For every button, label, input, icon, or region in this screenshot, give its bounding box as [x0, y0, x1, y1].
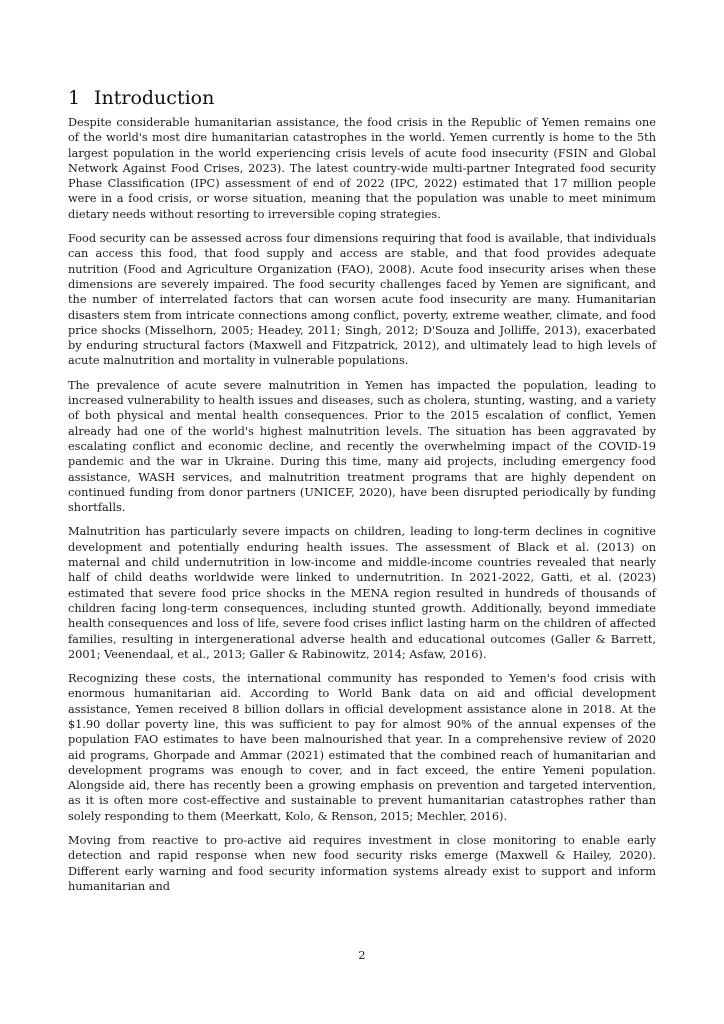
paragraph: Malnutrition has particularly severe impacts on children, leading to long-term declines in cognitive development and potentially enduring health issues. The assessment of Black et al. (2013) on maternal and child undernutrition in low-income and middle-income countries revealed that nearly half of child deaths worldwide were linked to undernutrition. In 2021-2022, Gatti, et al. (2023) estimated that severe food price shocks in the MENA region resulted in hundreds of thousands of children facing long-term consequences, including stunted growth. Additionally, beyond immediate health consequences and loss of life, severe food crises inflict lasting harm on the children of affected families, resulting in intergenerational adverse health and educational outcomes (Galler & Barrett, 2001; Veenendaal, et al., 2013; Galler & Rabinowitz, 2014; Asfaw, 2016). [68, 525, 656, 661]
section-title: Introduction [94, 87, 215, 109]
paragraph: Recognizing these costs, the international community has responded to Yemen's food crisis with enormous humanitarian aid. According to World Bank data on aid and official development assistance, Yemen received 8 billion dollars in official development assistance alone in 2018. At the $1.90 dollar poverty line, this was sufficient to pay for almost 90% of the annual expenses of the population FAO estimates to have been malnourished that year. In a comprehensive review of 2020 aid programs, Ghorpade and Ammar (2021) estimated that the combined reach of humanitarian and development programs was enough to cover, and in fact exceed, the entire Yemeni population. Alongside aid, there has recently been a growing emphasis on prevention and targeted intervention, as it is often more cost-effective and sustainable to prevent humanitarian catastrophes rather than solely responding to them (Meerkatt, Kolo, & Renson, 2015; Mechler, 2016). [68, 672, 656, 823]
section-number: 1 [68, 87, 81, 109]
paragraph: The prevalence of acute severe malnutrition in Yemen has impacted the population, leading to increased vulnerability to health issues and diseases, such as cholera, stunting, wasting, and a variety of both physical and mental health consequences. Prior to the 2015 escalation of conflict, Yemen already had one of the world's highest malnutrition levels. The situation has been aggravated by escalating conflict and economic decline, and recently the overwhelming impact of the COVID-19 pandemic and the war in Ukraine. During this time, many aid projects, including emergency food assistance, WASH services, and malnutrition treatment programs that are highly dependent on continued funding from donor partners (UNICEF, 2020), have been disrupted periodically by funding shortfalls. [68, 378, 656, 515]
paragraph: Moving from reactive to pro-active aid requires investment in close monitoring to enable early detection and rapid response when new food security risks emerge (Maxwell & Hailey, 2020). Different early warning and food security information systems already exist to support and inform humanitarian and [68, 834, 656, 893]
paragraph: Despite considerable humanitarian assistance, the food crisis in the Republic of Yemen remains one of the world's most dire humanitarian catastrophes in the world. Yemen currently is home to the 5th largest population in the world experiencing crisis levels of acute food insecurity (FSIN and Global Network Against Food Crises, 2023). The latest country-wide multi-partner Integrated food security Phase Classification (IPC) assessment of end of 2022 (IPC, 2022) estimated that 17 million people were in a food crisis, or worse situation, meaning that the population was unable to meet minimum dietary needs without resorting to irreversible coping strategies. [68, 116, 656, 221]
page-body [68, 86, 656, 903]
section-heading [68, 86, 656, 110]
paragraph: Food security can be assessed across four dimensions requiring that food is available, that individuals can access this food, that food supply and access are stable, and that food provides adequate nutrition (Food and Agriculture Organization (FAO), 2008). Acute food insecurity arises when these dimensions are severely impaired. The food security challenges faced by Yemen are significant, and the number of interrelated factors that can worsen acute food insecurity are many. Humanitarian disasters stem from intricate connections among conflict, poverty, extreme weather, climate, and food price shocks (Misselhorn, 2005; Headey, 2011; Singh, 2012; D'Souza and Jolliffe, 2013), exacerbated by enduring structural factors (Maxwell and Fitzpatrick, 2012), and ultimately lead to high levels of acute malnutrition and mortality in vulnerable populations. [68, 232, 656, 368]
page-number: 2 [358, 949, 366, 962]
